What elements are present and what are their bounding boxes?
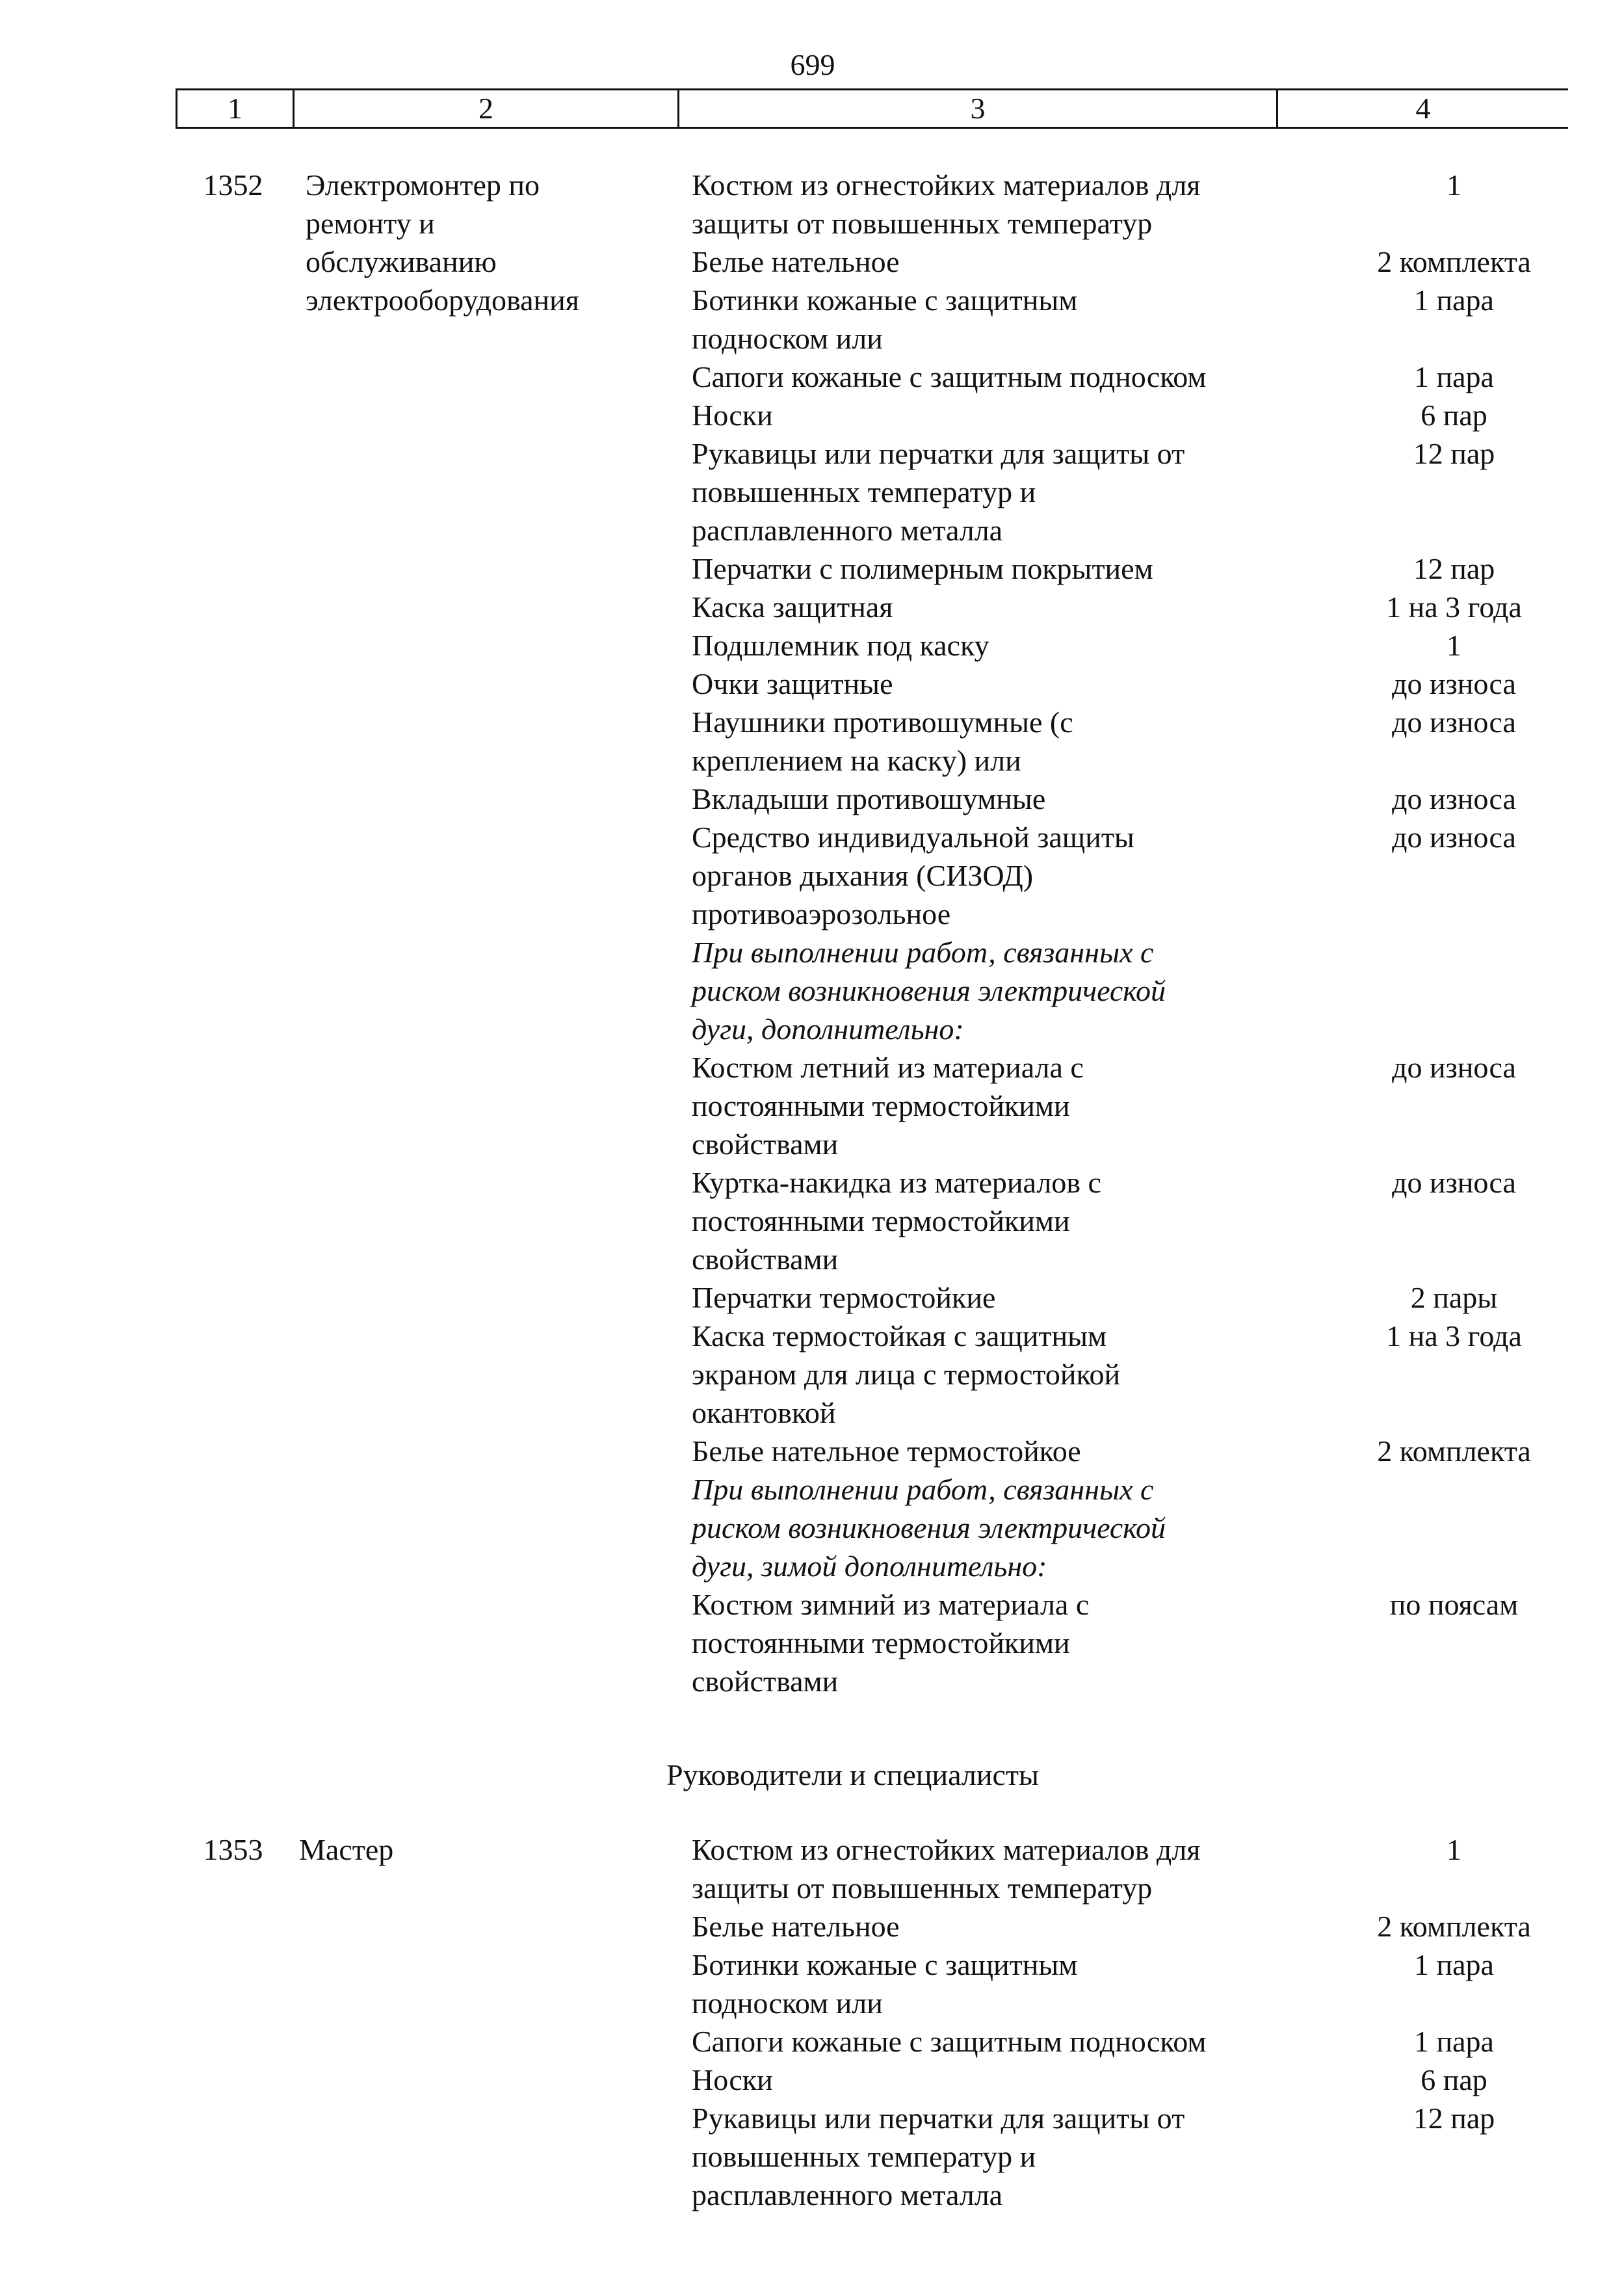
item-name: [692, 396, 1280, 434]
item-name-line: окантовкой: [692, 1396, 836, 1429]
item-name: [692, 358, 1280, 396]
item-quantity: 2 комплекта: [1377, 245, 1531, 278]
item-name-line: Вкладыши противошумные: [692, 782, 1046, 815]
list-item: [692, 588, 1595, 626]
list-item: [692, 549, 1595, 588]
item-quantity: 12 пар: [1413, 2102, 1495, 2135]
item-name-line: Костюм зимний из материала с: [692, 1588, 1090, 1621]
ppe-item-list: [692, 1830, 1595, 2214]
item-quantity: по поясам: [1389, 1588, 1519, 1621]
item-quantity: 1: [1447, 629, 1461, 662]
item-quantity: до износа: [1392, 782, 1516, 815]
item-quantity: 12 пар: [1413, 552, 1495, 585]
item-name-line: Средство индивидуальной защиты: [692, 821, 1134, 854]
item-name: [692, 2061, 1280, 2099]
list-item: [692, 1585, 1595, 1700]
item-name: [692, 1317, 1280, 1432]
item-name-line: свойствами: [692, 1128, 839, 1161]
item-quantity: до износа: [1392, 1166, 1516, 1199]
list-item: [692, 1278, 1595, 1317]
column-header-4: 4: [1277, 90, 1569, 128]
item-name-line: повышенных температур и: [692, 2140, 1036, 2173]
item-name-line: дуги, зимой дополнительно:: [692, 1550, 1047, 1583]
list-item: [692, 665, 1595, 703]
row-number: 1352: [203, 168, 263, 202]
item-quantity: 6 пар: [1421, 2063, 1487, 2096]
profession-line: ремонту и: [306, 207, 435, 240]
item-name: [692, 626, 1280, 665]
item-quantity: 1 пара: [1414, 360, 1494, 393]
item-name-line: Ботинки кожаные с защитным: [692, 284, 1078, 317]
item-quantity: 1 пара: [1414, 2025, 1494, 2058]
item-name-line: подноском или: [692, 1986, 883, 2020]
item-name: [692, 1946, 1280, 2022]
list-item: [692, 1163, 1595, 1278]
item-name-line: защиты от повышенных температур: [692, 207, 1153, 240]
list-item: [692, 1048, 1595, 1163]
item-quantity: 12 пар: [1413, 437, 1495, 470]
item-quantity: до износа: [1392, 706, 1516, 739]
item-name: [692, 1907, 1280, 1946]
list-item: [692, 434, 1595, 549]
item-name-line: Рукавицы или перчатки для защиты от: [692, 437, 1185, 470]
item-name-line: постоянными термостойкими: [692, 1626, 1070, 1659]
item-name-line: Костюм летний из материала с: [692, 1051, 1084, 1084]
item-quantity: 1: [1447, 168, 1461, 202]
item-quantity: 2 пары: [1410, 1281, 1498, 1314]
item-name: [692, 1830, 1280, 1907]
item-name-line: свойствами: [692, 1665, 839, 1698]
item-quantity: 6 пар: [1421, 399, 1487, 432]
item-name-line: повышенных температур и: [692, 475, 1036, 508]
item-name-line: органов дыхания (СИЗОД): [692, 859, 1034, 892]
list-item: [692, 1317, 1595, 1432]
item-quantity: 1 пара: [1414, 284, 1494, 317]
item-name: [692, 818, 1280, 933]
item-name-line: постоянными термостойкими: [692, 1204, 1070, 1237]
list-item: [692, 1946, 1595, 2022]
list-item: [692, 626, 1595, 665]
item-name: [692, 1432, 1280, 1470]
item-name-line: подноском или: [692, 322, 883, 355]
profession-line: обслуживанию: [306, 245, 497, 278]
item-name-line: При выполнении работ, связанных с: [692, 1473, 1154, 1506]
ppe-item-list: [692, 166, 1595, 1700]
row-number: 1353: [203, 1833, 263, 1866]
list-item: [692, 818, 1595, 933]
item-name: [692, 166, 1280, 243]
item-name: [692, 588, 1280, 626]
item-name: [692, 1470, 1280, 1585]
item-name-line: расплавленного металла: [692, 514, 1003, 547]
item-name: [692, 933, 1280, 1048]
column-header-3: 3: [679, 90, 1277, 128]
item-name-line: экраном для лица с термостойкой: [692, 1358, 1121, 1391]
list-item: [692, 396, 1595, 434]
item-quantity: до износа: [1392, 1051, 1516, 1084]
item-name: [692, 1278, 1280, 1317]
item-quantity: 2 комплекта: [1377, 1910, 1531, 1943]
item-name-line: Носки: [692, 2063, 773, 2096]
list-item: [692, 2099, 1595, 2214]
item-name-line: риском возникновения электрической: [692, 974, 1166, 1007]
list-item: [692, 243, 1595, 281]
item-name: [692, 434, 1280, 549]
item-name: [692, 1163, 1280, 1278]
item-name-line: Куртка-накидка из материалов с: [692, 1166, 1101, 1199]
list-item: [692, 780, 1595, 818]
condition-note: [692, 1470, 1595, 1585]
item-name-line: Белье нательное: [692, 245, 900, 278]
item-quantity: 1 пара: [1414, 1948, 1494, 1981]
item-quantity: 1 на 3 года: [1386, 1319, 1522, 1353]
item-name: [692, 665, 1280, 703]
item-name: [692, 1585, 1280, 1700]
list-item: [692, 2061, 1595, 2099]
item-name-line: Каска термостойкая с защитным: [692, 1319, 1107, 1353]
item-quantity: 1 на 3 года: [1386, 590, 1522, 624]
item-name-line: защиты от повышенных температур: [692, 1871, 1153, 1905]
item-name-line: Белье нательное термостойкое: [692, 1434, 1081, 1468]
item-name-line: дуги, дополнительно:: [692, 1012, 964, 1046]
item-name-line: Рукавицы или перчатки для защиты от: [692, 2102, 1185, 2135]
profession-name: [306, 166, 670, 319]
item-name-line: риском возникновения электрической: [692, 1511, 1166, 1544]
item-name-line: Перчатки термостойкие: [692, 1281, 996, 1314]
item-name-line: Наушники противошумные (с: [692, 706, 1073, 739]
list-item: [692, 1907, 1595, 1946]
item-name: [692, 281, 1280, 358]
item-name-line: Подшлемник под каску: [692, 629, 989, 662]
item-name: [692, 703, 1280, 780]
item-name-line: Костюм из огнестойких материалов для: [692, 1833, 1201, 1866]
list-item: [692, 358, 1595, 396]
page-number: 699: [790, 48, 835, 81]
item-quantity: 2 комплекта: [1377, 1434, 1531, 1468]
list-item: [692, 281, 1595, 358]
list-item: [692, 703, 1595, 780]
list-item: [692, 1432, 1595, 1470]
item-name: [692, 2022, 1280, 2061]
column-header-2: 2: [294, 90, 679, 128]
item-name-line: постоянными термостойкими: [692, 1089, 1070, 1122]
item-name: [692, 2099, 1280, 2214]
list-item: [692, 1830, 1595, 1907]
item-name-line: Носки: [692, 399, 773, 432]
item-quantity: 1: [1447, 1833, 1461, 1866]
item-name-line: креплением на каску) или: [692, 744, 1021, 777]
profession-line: Электромонтер по: [306, 168, 540, 202]
item-name-line: Ботинки кожаные с защитным: [692, 1948, 1078, 1981]
item-name-line: Сапоги кожаные с защитным подноском: [692, 2025, 1207, 2058]
item-name-line: противоаэрозольное: [692, 897, 951, 930]
item-quantity: до износа: [1392, 667, 1516, 700]
profession-name: [299, 1830, 663, 1869]
section-title: Руководители и специалисты: [666, 1758, 1039, 1791]
item-name-line: Сапоги кожаные с защитным подноском: [692, 360, 1207, 393]
item-name-line: Каска защитная: [692, 590, 893, 624]
item-name: [692, 780, 1280, 818]
profession-line: Мастер: [299, 1833, 394, 1866]
list-item: [692, 166, 1595, 243]
item-name-line: При выполнении работ, связанных с: [692, 936, 1154, 969]
item-name: [692, 243, 1280, 281]
column-header-1: 1: [177, 90, 294, 128]
item-name-line: Костюм из огнестойких материалов для: [692, 168, 1201, 202]
item-quantity: до износа: [1392, 821, 1516, 854]
column-header-row: [176, 88, 1568, 129]
item-name-line: Очки защитные: [692, 667, 893, 700]
profession-line: электрооборудования: [306, 284, 579, 317]
list-item: [692, 2022, 1595, 2061]
condition-note: [692, 933, 1595, 1048]
item-name-line: Белье нательное: [692, 1910, 900, 1943]
item-name: [692, 1048, 1280, 1163]
item-name-line: расплавленного металла: [692, 2178, 1003, 2211]
item-name: [692, 549, 1280, 588]
item-name-line: свойствами: [692, 1243, 839, 1276]
item-name-line: Перчатки с полимерным покрытием: [692, 552, 1153, 585]
